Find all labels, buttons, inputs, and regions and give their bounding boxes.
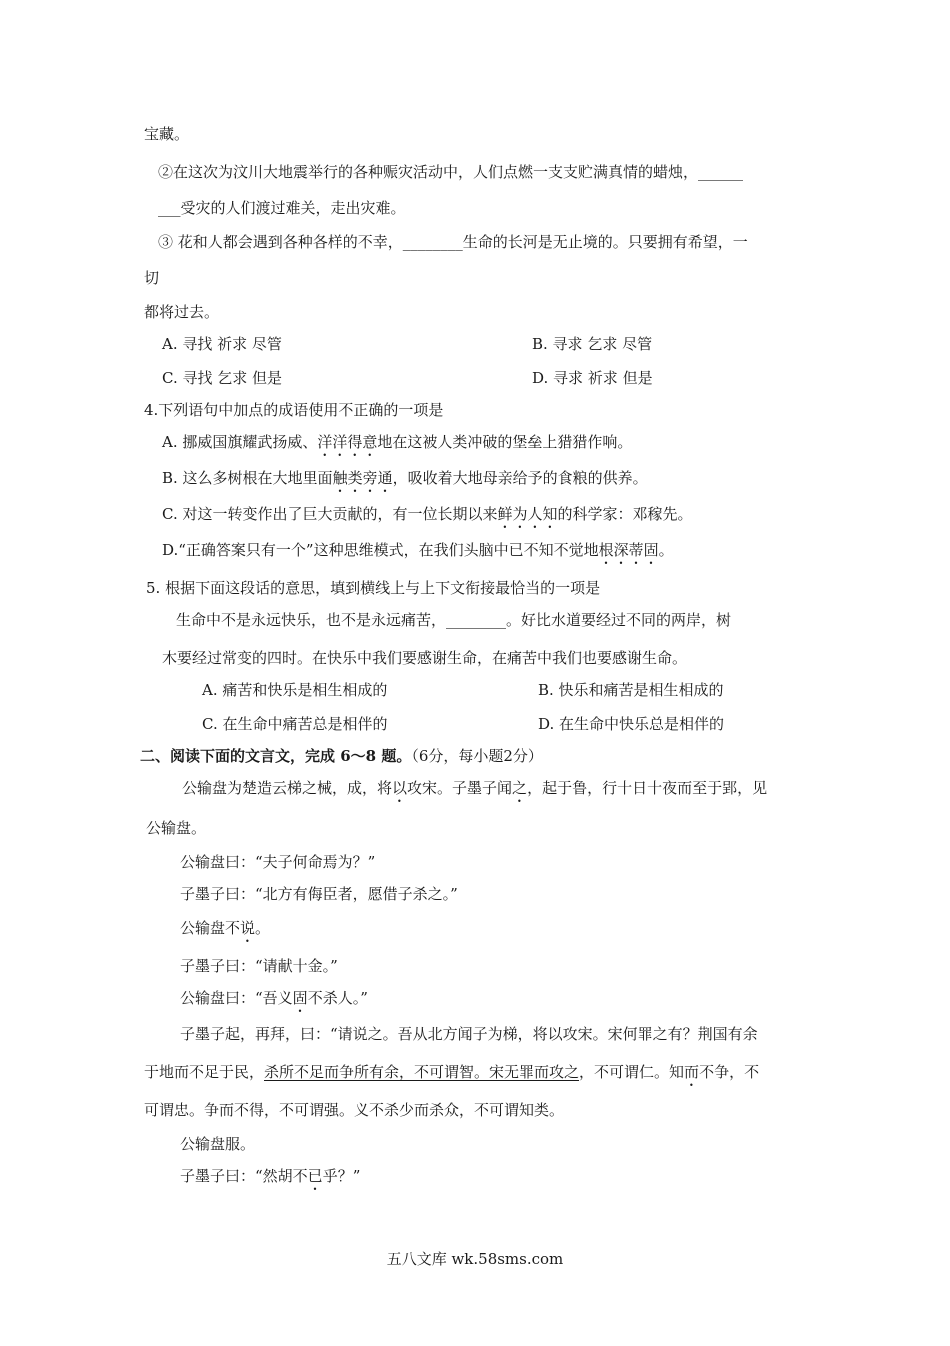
option-d: D.“正确答案只有一个”这种思维模式，在我们头脑中已不知不觉地根深蒂固。 [162, 541, 674, 559]
text-line: 木要经过常变的四时。在快乐中我们要感谢生命，在痛苦中我们也要感谢生命。 [162, 649, 688, 667]
text-line: 生命中不是永远快乐，也不是永远痛苦，________。好比水道要经过不同的两岸，树 [176, 611, 732, 629]
text-line: 公输盘服。 [180, 1135, 256, 1153]
option-a: A. 挪威国旗耀武扬威、洋洋得意地在这被人类冲破的堡垒上猎猎作响。 [162, 433, 633, 451]
text-line: 子墨子起，再拜，曰：“请说之。吾从北方闻子为梯，将以攻宋。宋何罪之有？荆国有余 [180, 1025, 758, 1043]
text-line: 子墨子曰：“然胡不已乎？” [180, 1167, 361, 1185]
option-c: C. 在生命中痛苦总是相伴的 [202, 715, 388, 733]
option-d: D. 在生命中快乐总是相伴的 [538, 715, 725, 733]
blank: ________ [402, 233, 463, 251]
option-a: A. 寻找 祈求 尽管 [162, 335, 282, 353]
text-line: 公输盘曰：“夫子何命焉为？” [180, 853, 376, 871]
text-line: 于地而不足于民，杀所不足而争所有余，不可谓智。宋无罪而攻之，不可谓仁。知而不争，不 [144, 1063, 760, 1081]
option-c: C. 对这一转变作出了巨大贡献的，有一位长期以来鲜为人知的科学家：邓稼先。 [162, 505, 693, 523]
option-c: C. 寻找 乞求 但是 [162, 369, 283, 387]
question-stem: 4.下列语句中加点的成语使用不正确的一项是 [144, 401, 444, 419]
text-line: 子墨子曰：“北方有侮臣者，愿借子杀之。” [180, 885, 458, 903]
text-line: 公输盘。 [146, 819, 207, 837]
blank: ___ [158, 199, 181, 217]
option-b: B. 这么多树根在大地里面触类旁通，吸收着大地母亲给予的食粮的供养。 [162, 469, 648, 487]
option-b: B. 快乐和痛苦是相生相成的 [538, 681, 724, 699]
text-line: 公输盘曰：“吾义固不杀人。” [180, 989, 368, 1007]
blank: ______ [698, 163, 744, 181]
option-b: B. 寻求 乞求 尽管 [532, 335, 653, 353]
text-line: 宝藏。 [144, 125, 190, 143]
text-line: ___受灾的人们渡过难关，走出灾难。 [158, 199, 406, 217]
underlined-sentence: 杀所不足而争所有余，不可谓智。宋无罪而攻之 [264, 1063, 580, 1081]
text-line: 都将过去。 [144, 303, 220, 321]
text-line: 公输盘不说。 [180, 919, 271, 937]
text-line: 切 [144, 269, 160, 287]
question-stem: 5. 根据下面这段话的意思，填到横线上与上下文衔接最恰当的一项是 [146, 579, 601, 597]
text-line: ③ 花和人都会遇到各种各样的不幸，________生命的长河是无止境的。只要拥有希望，一 [158, 233, 748, 251]
option-a: A. 痛苦和快乐是相生相成的 [202, 681, 388, 699]
text-line: 可谓忠。争而不得，不可谓强。义不杀少而杀众，不可谓知类。 [144, 1101, 565, 1119]
page-footer: 五八文库 wk.58sms.com [386, 1250, 564, 1268]
section-heading: 二、阅读下面的文言文，完成 6～8 题。（6分，每小题2分） [140, 747, 543, 765]
text-line: 子墨子曰：“请献十金。” [180, 957, 338, 975]
option-d: D. 寻求 祈求 但是 [532, 369, 653, 387]
text-line: 公输盘为楚造云梯之械，成，将以攻宋。子墨子闻之，起于鲁，行十日十夜而至于郢，见 [182, 779, 768, 797]
blank: ________ [446, 611, 507, 629]
text-line: ②在这次为汶川大地震举行的各种赈灾活动中，人们点燃一支支贮满真情的蜡烛，______ [158, 163, 744, 181]
